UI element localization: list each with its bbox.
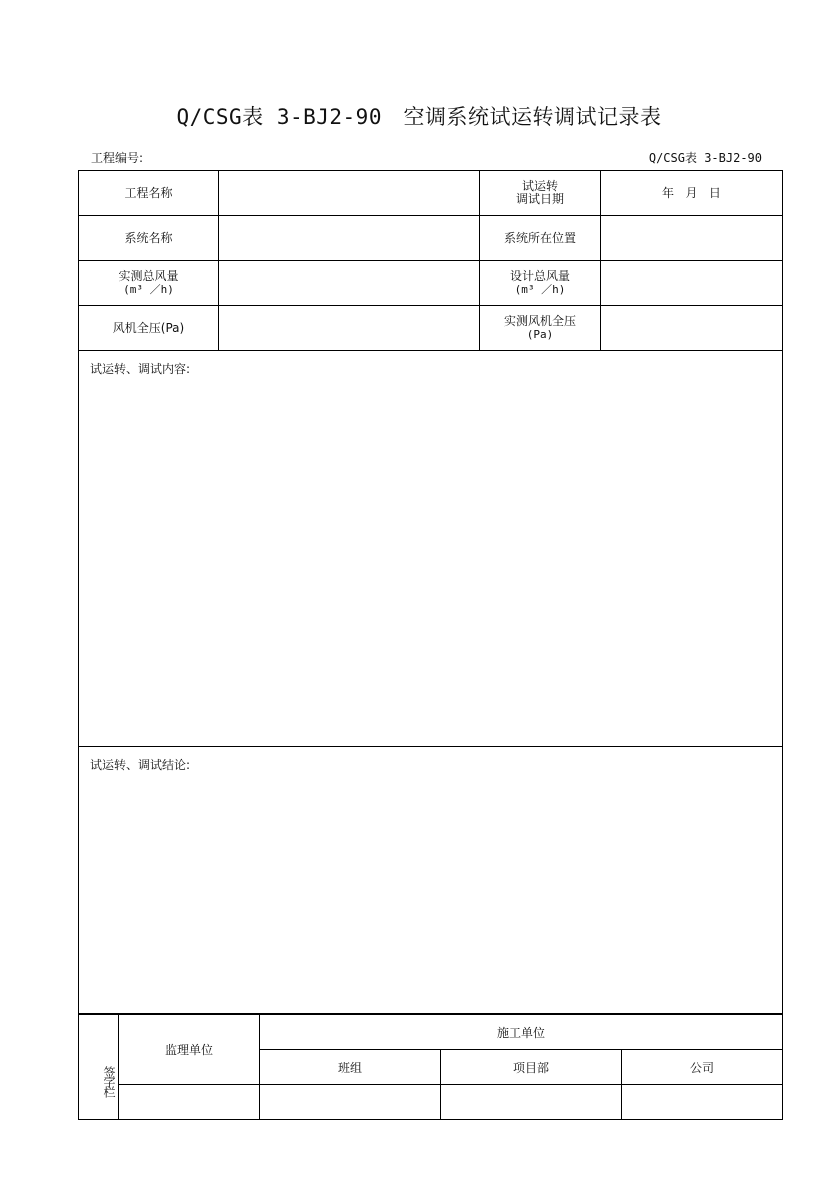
team-signature-field[interactable] bbox=[260, 1085, 441, 1120]
measured-airflow-text: 实测总风量 bbox=[118, 269, 179, 283]
system-name-field[interactable] bbox=[219, 216, 480, 261]
company-label: 公司 bbox=[622, 1050, 783, 1085]
record-table bbox=[78, 170, 783, 1014]
project-name-label: 工程名称 bbox=[79, 171, 219, 216]
design-airflow-unit: (m³ ／h) bbox=[514, 283, 566, 296]
measured-airflow-label bbox=[79, 261, 219, 306]
fan-pressure-field[interactable] bbox=[219, 306, 480, 351]
project-name-field[interactable] bbox=[219, 171, 480, 216]
trial-date-label bbox=[480, 171, 601, 216]
measured-fan-pressure-unit: (Pa) bbox=[526, 328, 554, 341]
supervisor-label: 监理单位 bbox=[119, 1015, 260, 1085]
supervisor-signature-field[interactable] bbox=[119, 1085, 260, 1120]
form-code: Q/CSG表 3-BJ2-90 bbox=[648, 151, 762, 165]
conclusion-area[interactable] bbox=[79, 747, 783, 1014]
content-area[interactable] bbox=[79, 351, 783, 747]
system-location-label: 系统所在位置 bbox=[480, 216, 601, 261]
system-location-field[interactable] bbox=[601, 216, 783, 261]
content-label: 试运转、调试内容: bbox=[90, 362, 191, 376]
measured-airflow-unit: (m³ ／h) bbox=[123, 283, 174, 296]
trial-date-field[interactable]: 年 月 日 bbox=[601, 171, 783, 216]
company-signature-field[interactable] bbox=[622, 1085, 783, 1120]
design-airflow-text: 设计总风量 bbox=[509, 269, 570, 283]
project-dept-label: 项目部 bbox=[441, 1050, 622, 1085]
trial-date-label-line1: 试运转 bbox=[521, 179, 558, 193]
title-text: 空调系统试运转调试记录表 bbox=[403, 105, 662, 129]
project-number-label: 工程编号: bbox=[91, 151, 144, 165]
measured-fan-pressure-label bbox=[480, 306, 601, 351]
measured-fan-pressure-text: 实测风机全压 bbox=[503, 314, 576, 328]
conclusion-label: 试运转、调试结论: bbox=[90, 758, 191, 772]
measured-fan-pressure-field[interactable] bbox=[601, 306, 783, 351]
system-name-label: 系统名称 bbox=[79, 216, 219, 261]
title-code: Q/CSG表 3-BJ2-90 bbox=[176, 105, 382, 129]
page-title bbox=[0, 101, 838, 131]
fan-pressure-label: 风机全压(Pa) bbox=[79, 306, 219, 351]
design-airflow-field[interactable] bbox=[601, 261, 783, 306]
team-label: 班组 bbox=[260, 1050, 441, 1085]
contractor-label: 施工单位 bbox=[260, 1015, 783, 1050]
measured-airflow-field[interactable] bbox=[219, 261, 480, 306]
signature-column-label: 签字栏 bbox=[79, 1015, 119, 1120]
project-dept-signature-field[interactable] bbox=[441, 1085, 622, 1120]
trial-date-label-line2: 调试日期 bbox=[515, 192, 564, 206]
design-airflow-label bbox=[480, 261, 601, 306]
signature-table bbox=[78, 1014, 783, 1120]
